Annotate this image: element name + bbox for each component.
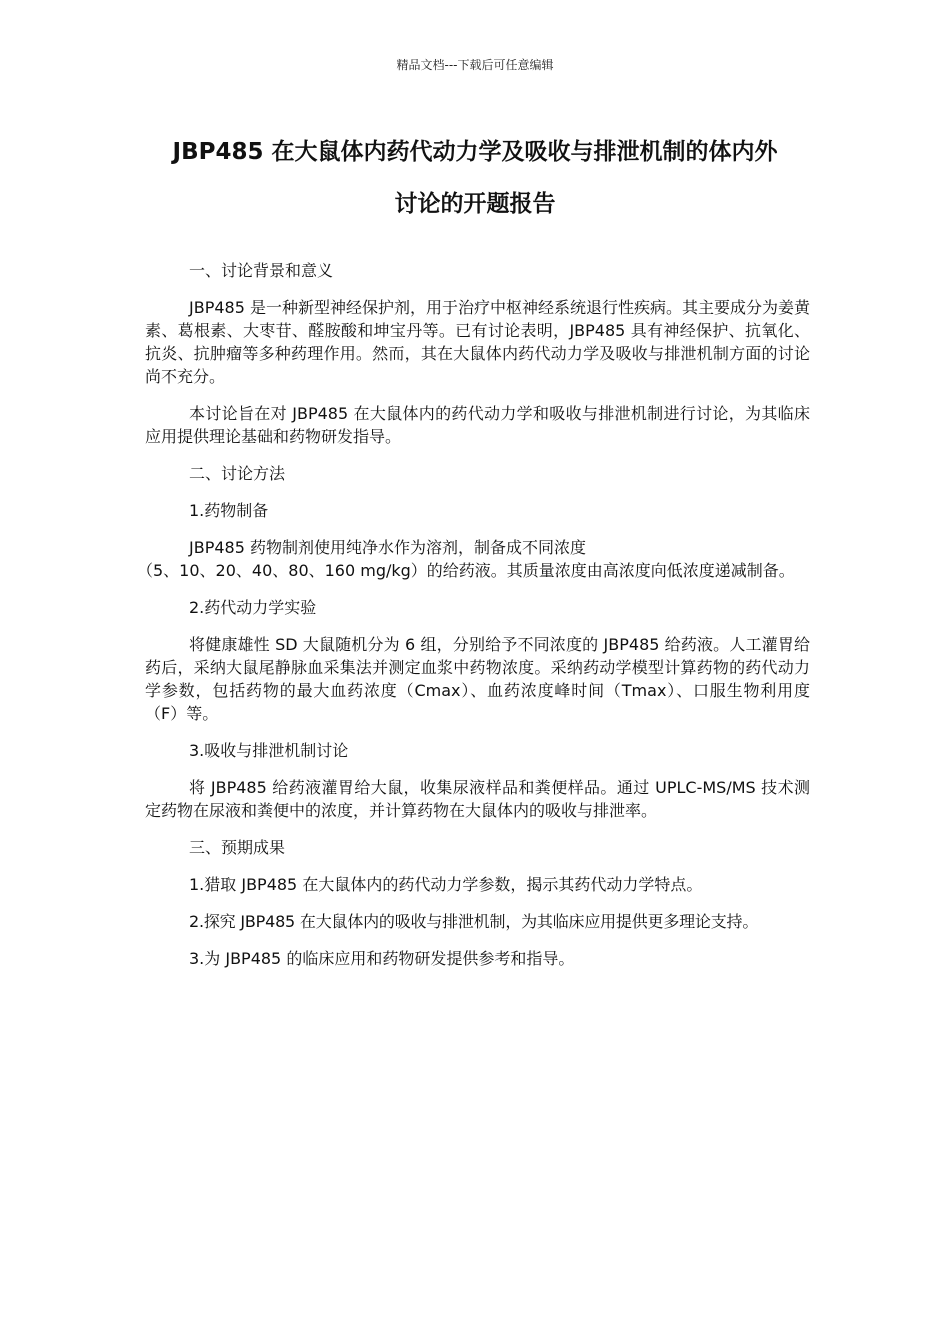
section-heading-background: 一、讨论背景和意义 (189, 261, 334, 280)
section-heading-outcomes: 三、预期成果 (189, 838, 286, 857)
section-heading-methods: 二、讨论方法 (189, 464, 286, 483)
outcome-item-3: 3.为 JBP485 的临床应用和药物研发提供参考和指导。 (189, 949, 575, 968)
document-body (137, 259, 810, 970)
paragraph-drug-prep-line1: JBP485 药物制剂使用纯净水作为溶剂，制备成不同浓度 (189, 538, 586, 557)
paragraph-pk: 将健康雄性 SD 大鼠随机分为 6 组，分别给予不同浓度的 JBP485 给药液。人工灌胃给药后，采纳大鼠尾静脉血采集法并测定血浆中药物浓度。采纳药动学模型计算药物的药代动力学参数，包括药物的最大血药浓度（Cmax）、血药浓度峰时间（Tmax）、口服生物利用度（F）等。 (145, 635, 810, 723)
document-title-line-1: JBP485 在大鼠体内药代动力学及吸收与排泄机制的体内外 (172, 139, 778, 165)
paragraph-drug-prep (137, 536, 810, 582)
paragraph-background-1: JBP485 是一种新型神经保护剂，用于治疗中枢神经系统退行性疾病。其主要成分为姜黄素、葛根素、大枣苷、醛胺酸和坤宝丹等。已有讨论表明，JBP485 具有神经保护、抗氧化、抗炎、抗肿瘤等多种药理作用。然而，其在大鼠体内药代动力学及吸收与排泄机制方面的讨论尚不充分。 (145, 298, 810, 386)
paragraph-absorption: 将 JBP485 给药液灌胃给大鼠，收集尿液样品和粪便样品。通过 UPLC-MS/MS 技术测定药物在尿液和粪便中的浓度，并计算药物在大鼠体内的吸收与排泄率。 (145, 778, 810, 820)
paragraph-drug-prep-rest: （5、10、20、40、80、160 mg/kg）的给药液。其质量浓度由高浓度向低浓度递减制备。 (137, 561, 795, 580)
paragraph-background-2: 本讨论旨在对 JBP485 在大鼠体内的药代动力学和吸收与排泄机制进行讨论，为其临床应用提供理论基础和药物研发指导。 (145, 404, 810, 446)
outcome-item-1: 1.猎取 JBP485 在大鼠体内的药代动力学参数，揭示其药代动力学特点。 (189, 875, 703, 894)
outcome-item-2: 2.探究 JBP485 在大鼠体内的吸收与排泄机制，为其临床应用提供更多理论支持。 (189, 912, 759, 931)
subsection-heading-drug-prep: 1.药物制备 (189, 501, 269, 520)
page-header-note: 精品文档---下载后可任意编辑 (396, 58, 554, 72)
document-title-line-2: 讨论的开题报告 (394, 191, 556, 217)
subsection-heading-pk: 2.药代动力学实验 (189, 598, 317, 617)
subsection-heading-absorption: 3.吸收与排泄机制讨论 (189, 741, 349, 760)
